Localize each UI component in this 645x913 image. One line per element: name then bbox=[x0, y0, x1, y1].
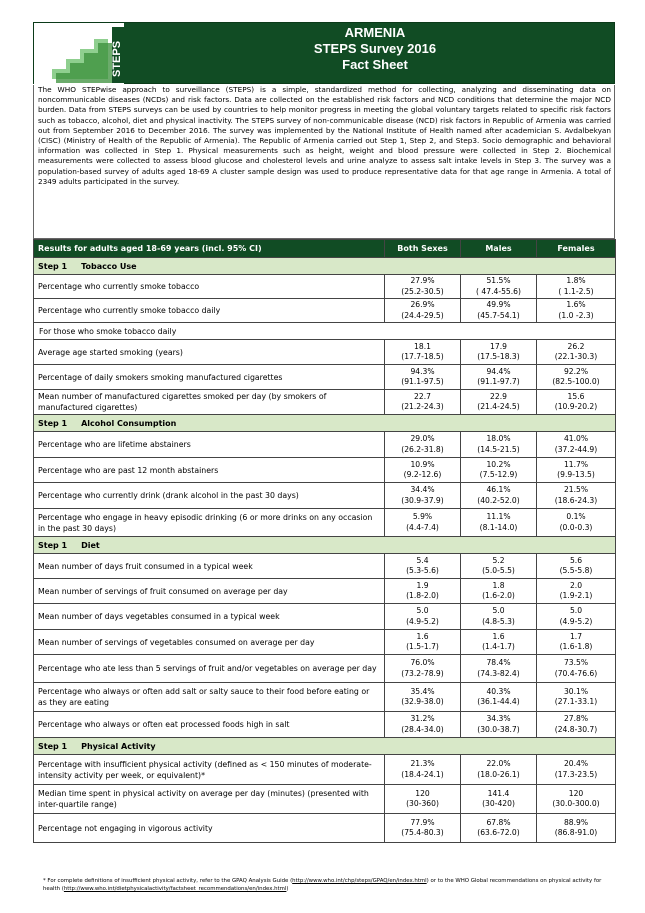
table-row bbox=[34, 814, 616, 843]
confidence-interval: (63.6-72.0) bbox=[477, 828, 520, 837]
confidence-interval: (5.5-5.8) bbox=[559, 566, 593, 575]
confidence-interval: (1.6-2.0) bbox=[482, 591, 515, 600]
value-cell-males bbox=[461, 683, 537, 712]
header-both-sexes: Both Sexes bbox=[385, 240, 461, 258]
estimate-value: 5.4 bbox=[416, 555, 429, 565]
steps-logo bbox=[34, 23, 124, 85]
value-cell-males bbox=[461, 655, 537, 683]
logo-wordmark: STEPS bbox=[111, 40, 123, 77]
estimate-value: 20.4% bbox=[563, 759, 589, 768]
confidence-interval: (1.0 -2.3) bbox=[558, 310, 594, 320]
value-cell-females bbox=[537, 755, 616, 785]
value-cell-females bbox=[537, 814, 616, 843]
value-cell-males bbox=[461, 755, 537, 785]
confidence-interval: ( 47.4-55.6) bbox=[476, 286, 521, 296]
value-cell-females bbox=[537, 630, 616, 655]
confidence-interval: (91.1-97.7) bbox=[477, 377, 520, 386]
section-title: Physical Activity bbox=[81, 741, 156, 751]
estimate-value: 92.2% bbox=[563, 366, 589, 376]
section-header-row bbox=[34, 258, 616, 275]
estimate-value: 35.4% bbox=[410, 686, 435, 696]
estimate-value: 34.3% bbox=[486, 714, 511, 723]
indicator-label: Average age started smoking (years) bbox=[34, 340, 385, 365]
estimate-value: 77.9% bbox=[410, 817, 435, 827]
estimate-value: 27.9% bbox=[410, 276, 435, 285]
estimate-value: 5.2 bbox=[492, 555, 505, 565]
estimate-value: 10.2% bbox=[486, 459, 511, 469]
results-table bbox=[33, 239, 616, 843]
estimate-value: 17.9 bbox=[490, 341, 507, 351]
estimate-value: 5.9% bbox=[412, 512, 433, 521]
confidence-interval: (17.3-23.5) bbox=[554, 769, 598, 779]
confidence-interval: (18.6-24.3) bbox=[554, 495, 598, 505]
value-cell-males bbox=[461, 630, 537, 655]
confidence-interval: (25.2-30.5) bbox=[401, 286, 444, 296]
confidence-interval: (24.4-29.5) bbox=[401, 310, 444, 320]
confidence-interval: (91.1-97.5) bbox=[401, 377, 444, 386]
value-cell-females bbox=[537, 683, 616, 712]
indicator-label: Percentage who are lifetime abstainers bbox=[34, 432, 385, 458]
confidence-interval: (18.4-24.1) bbox=[401, 769, 444, 779]
estimate-value: 0.1% bbox=[566, 512, 586, 521]
table-row bbox=[34, 655, 616, 683]
table-row bbox=[34, 785, 616, 814]
confidence-interval: (82.5-100.0) bbox=[552, 377, 600, 386]
value-cell-both-sexes bbox=[385, 554, 461, 579]
confidence-interval: (1.6-1.8) bbox=[559, 642, 593, 651]
estimate-value: 1.6% bbox=[566, 300, 586, 309]
estimate-value: 11.1% bbox=[486, 512, 511, 521]
section-header-row bbox=[34, 738, 616, 755]
estimate-value: 1.6 bbox=[492, 631, 505, 641]
estimate-value: 15.6 bbox=[567, 391, 585, 401]
value-cell-both-sexes bbox=[385, 712, 461, 738]
footnote bbox=[43, 877, 615, 893]
fact-sheet bbox=[33, 22, 615, 911]
section-header-row bbox=[34, 537, 616, 554]
indicator-label: Percentage who currently smoke tobacco daily bbox=[34, 299, 385, 323]
confidence-interval: (10.9-20.2) bbox=[554, 402, 598, 411]
section-header bbox=[34, 537, 616, 554]
table-row bbox=[34, 340, 616, 365]
indicator-label: Percentage who always or often add salt or salty sauce to their food before eating or as they are eating bbox=[34, 683, 385, 712]
confidence-interval: (45.7-54.1) bbox=[477, 310, 520, 320]
confidence-interval: (4.4-7.4) bbox=[406, 522, 439, 532]
confidence-interval: (7.5-12.9) bbox=[479, 470, 518, 479]
confidence-interval: (26.2-31.8) bbox=[401, 444, 444, 454]
value-cell-males bbox=[461, 390, 537, 415]
footnote-text-1: * For complete definitions of insufficient physical activity, refer to the GPAQ Analysis Guide ( bbox=[43, 878, 293, 884]
table-row bbox=[34, 579, 616, 604]
confidence-interval: (30.9-37.9) bbox=[401, 495, 444, 505]
value-cell-both-sexes bbox=[385, 655, 461, 683]
confidence-interval: (70.4-76.6) bbox=[554, 668, 598, 678]
indicator-label: Mean number of servings of vegetables consumed on average per day bbox=[34, 630, 385, 655]
estimate-value: 18.0% bbox=[486, 434, 511, 443]
step-label: Step 1 bbox=[38, 261, 68, 271]
value-cell-males bbox=[461, 458, 537, 483]
estimate-value: 21.3% bbox=[410, 759, 435, 768]
value-cell-males bbox=[461, 712, 537, 738]
value-cell-females bbox=[537, 655, 616, 683]
step-label: Step 1 bbox=[38, 741, 68, 751]
section-title: Alcohol Consumption bbox=[81, 418, 177, 428]
estimate-value: 5.0 bbox=[569, 606, 583, 615]
value-cell-females bbox=[537, 604, 616, 630]
fact-sheet-title: Fact Sheet bbox=[342, 57, 408, 72]
value-cell-males bbox=[461, 579, 537, 604]
confidence-interval: (27.1-33.1) bbox=[554, 697, 598, 706]
header-females: Females bbox=[537, 240, 616, 258]
table-row bbox=[34, 755, 616, 785]
confidence-interval: (73.2-78.9) bbox=[401, 668, 444, 678]
confidence-interval: (1.9-2.1) bbox=[559, 591, 593, 600]
confidence-interval: (24.8-30.7) bbox=[554, 724, 598, 734]
value-cell-females bbox=[537, 365, 616, 390]
table-header-row bbox=[34, 240, 616, 258]
value-cell-both-sexes bbox=[385, 755, 461, 785]
value-cell-males bbox=[461, 432, 537, 458]
table-row bbox=[34, 299, 616, 323]
estimate-value: 94.3% bbox=[410, 366, 435, 376]
confidence-interval: (75.4-80.3) bbox=[401, 828, 444, 837]
confidence-interval: (30-420) bbox=[482, 799, 515, 808]
value-cell-both-sexes bbox=[385, 299, 461, 323]
indicator-label: Mean number of servings of fruit consumed on average per day bbox=[34, 579, 385, 604]
estimate-value: 31.2% bbox=[410, 714, 435, 723]
value-cell-males bbox=[461, 785, 537, 814]
estimate-value: 5.0 bbox=[492, 606, 505, 615]
confidence-interval: (36.1-44.4) bbox=[477, 697, 520, 706]
estimate-value: 22.9 bbox=[490, 391, 507, 401]
value-cell-males bbox=[461, 340, 537, 365]
indicator-label: Mean number of manufactured cigarettes smoked per day (by smokers of manufactured cigarettes) bbox=[34, 390, 385, 415]
estimate-value: 41.0% bbox=[563, 434, 589, 443]
indicator-label: Median time spent in physical activity on average per day (minutes) (presented with inter-quartile range) bbox=[34, 785, 385, 814]
value-cell-both-sexes bbox=[385, 604, 461, 630]
confidence-interval: (74.3-82.4) bbox=[477, 668, 520, 678]
value-cell-females bbox=[537, 458, 616, 483]
indicator-label: Percentage not engaging in vigorous activity bbox=[34, 814, 385, 843]
estimate-value: 1.8% bbox=[566, 276, 586, 285]
header-results: Results for adults aged 18-69 years (incl. 95% CI) bbox=[34, 240, 385, 258]
table-row bbox=[34, 390, 616, 415]
value-cell-both-sexes bbox=[385, 390, 461, 415]
table-row bbox=[34, 458, 616, 483]
table-row bbox=[34, 683, 616, 712]
table-row bbox=[34, 432, 616, 458]
section-header bbox=[34, 738, 616, 755]
estimate-value: 46.1% bbox=[486, 485, 511, 494]
table-row bbox=[34, 275, 616, 299]
confidence-interval: (4.8-5.3) bbox=[482, 616, 515, 626]
estimate-value: 40.3% bbox=[486, 686, 511, 696]
indicator-label: Percentage who currently drink (drank alcohol in the past 30 days) bbox=[34, 483, 385, 509]
title-block bbox=[134, 25, 616, 73]
value-cell-females bbox=[537, 712, 616, 738]
who-recommendations-link[interactable]: http://www.who.int/dietphysicalactivity/factsheet_recommendations/en/index.html bbox=[63, 886, 287, 892]
estimate-value: 73.5% bbox=[563, 658, 589, 667]
confidence-interval: (1.5-1.7) bbox=[406, 642, 439, 651]
table-row bbox=[34, 712, 616, 738]
section-header bbox=[34, 415, 616, 432]
confidence-interval: (8.1-14.0) bbox=[479, 522, 518, 532]
value-cell-females bbox=[537, 390, 616, 415]
value-cell-males bbox=[461, 365, 537, 390]
confidence-interval: (21.4-24.5) bbox=[477, 402, 520, 411]
value-cell-females bbox=[537, 785, 616, 814]
estimate-value: 26.9% bbox=[410, 300, 435, 309]
estimate-value: 141.4 bbox=[487, 788, 510, 798]
value-cell-both-sexes bbox=[385, 458, 461, 483]
intro-paragraph: The WHO STEPwise approach to surveillance (STEPS) is a simple, standardized method for collecting, analyzing and disseminating data on noncommunicable diseases (NCDs) and risk factors. Data are collected on the established risk factors and NCD conditions that determine the major NCD burden. Data from STEPS surveys can be used by countries to help monitor progress in meeting the global voluntary targets related to specific risk factors such as tobacco, alcohol, diet and physical inactivity. The STEPS survey of non-communicable disease (NCD) risk factors in Republic of Armenia was carried out from September 2016 to December 2016. The survey was implemented by the National Institute of Health named after academician S. Avdalbekyan (CISC) (Ministry of Health of the Republic of Armenia). The Republic of Armenia carried out Step 1, Step 2, and Step3. Socio demographic and behavioral information was collected in Step 1. Physical measurements such as height, weight and blood pressure were collected in Step 2. Biochemical measurements were collected to assess blood glucose and cholesterol levels and urine analyze to assess salt intake levels in Step 3. The survey was a population-based survey of adults aged 18-69 A cluster sample design was used to produce representative data for that age range in Armenia. A total of 2349 adults participated in the survey. bbox=[33, 85, 615, 239]
estimate-value: 78.4% bbox=[486, 658, 511, 667]
confidence-interval: (9.9-13.5) bbox=[557, 470, 595, 479]
estimate-value: 22.7 bbox=[414, 391, 431, 401]
value-cell-both-sexes bbox=[385, 483, 461, 509]
table-row bbox=[34, 604, 616, 630]
confidence-interval: (37.2-44.9) bbox=[554, 444, 598, 454]
value-cell-both-sexes bbox=[385, 365, 461, 390]
estimate-value: 30.1% bbox=[563, 686, 589, 696]
confidence-interval: (28.4-34.0) bbox=[401, 724, 444, 734]
table-row bbox=[34, 509, 616, 537]
indicator-label: Percentage who engage in heavy episodic drinking (6 or more drinks on any occasion in the past 30 days) bbox=[34, 509, 385, 537]
value-cell-females bbox=[537, 275, 616, 299]
value-cell-both-sexes bbox=[385, 509, 461, 537]
confidence-interval: (4.9-5.2) bbox=[559, 616, 593, 626]
estimate-value: 34.4% bbox=[410, 485, 435, 494]
estimate-value: 18.1 bbox=[414, 341, 431, 351]
estimate-value: 27.8% bbox=[563, 714, 589, 723]
confidence-interval: (30.0-38.7) bbox=[477, 724, 520, 734]
section-header-row bbox=[34, 415, 616, 432]
value-cell-both-sexes bbox=[385, 630, 461, 655]
table-row bbox=[34, 554, 616, 579]
header-males: Males bbox=[461, 240, 537, 258]
estimate-value: 29.0% bbox=[410, 434, 435, 443]
estimate-value: 120 bbox=[568, 788, 584, 798]
estimate-value: 120 bbox=[415, 788, 430, 798]
step-label: Step 1 bbox=[38, 540, 68, 550]
estimate-value: 67.8% bbox=[486, 817, 511, 827]
value-cell-males bbox=[461, 483, 537, 509]
value-cell-males bbox=[461, 604, 537, 630]
confidence-interval: (5.0-5.5) bbox=[482, 566, 515, 575]
estimate-value: 21.5% bbox=[563, 485, 589, 494]
header-banner bbox=[33, 22, 615, 84]
estimate-value: 26.2 bbox=[567, 341, 585, 351]
indicator-label: Mean number of days fruit consumed in a typical week bbox=[34, 554, 385, 579]
value-cell-females bbox=[537, 554, 616, 579]
footnote-text-3: ) bbox=[286, 886, 289, 892]
confidence-interval: (5.3-5.6) bbox=[406, 566, 439, 575]
estimate-value: 5.0 bbox=[416, 606, 429, 615]
estimate-value: 88.9% bbox=[563, 817, 589, 827]
confidence-interval: (1.4-1.7) bbox=[482, 642, 515, 651]
value-cell-both-sexes bbox=[385, 275, 461, 299]
subheading: For those who smoke tobacco daily bbox=[34, 323, 616, 340]
value-cell-males bbox=[461, 554, 537, 579]
table-row bbox=[34, 483, 616, 509]
confidence-interval: (40.2-52.0) bbox=[477, 495, 520, 505]
indicator-label: Percentage who currently smoke tobacco bbox=[34, 275, 385, 299]
value-cell-both-sexes bbox=[385, 814, 461, 843]
confidence-interval: ( 1.1-2.5) bbox=[558, 286, 594, 296]
confidence-interval: (1.8-2.0) bbox=[406, 591, 439, 600]
value-cell-males bbox=[461, 299, 537, 323]
country-title: ARMENIA bbox=[344, 25, 406, 40]
section-header bbox=[34, 258, 616, 275]
confidence-interval: (4.9-5.2) bbox=[406, 616, 439, 626]
confidence-interval: (30-360) bbox=[406, 799, 439, 808]
value-cell-both-sexes bbox=[385, 785, 461, 814]
confidence-interval: (22.1-30.3) bbox=[554, 352, 598, 361]
value-cell-both-sexes bbox=[385, 683, 461, 712]
value-cell-both-sexes bbox=[385, 340, 461, 365]
confidence-interval: (14.5-21.5) bbox=[477, 444, 520, 454]
confidence-interval: (0.0-0.3) bbox=[559, 522, 593, 532]
indicator-label: Mean number of days vegetables consumed in a typical week bbox=[34, 604, 385, 630]
confidence-interval: (86.8-91.0) bbox=[554, 828, 598, 837]
value-cell-both-sexes bbox=[385, 432, 461, 458]
indicator-label: Percentage with insufficient physical activity (defined as < 150 minutes of moderate-intensity activity per week, or equivalent)* bbox=[34, 755, 385, 785]
survey-title: STEPS Survey 2016 bbox=[313, 41, 437, 56]
table-row bbox=[34, 630, 616, 655]
subheading-row bbox=[34, 323, 616, 340]
estimate-value: 1.7 bbox=[569, 631, 583, 641]
indicator-label: Percentage who ate less than 5 servings of fruit and/or vegetables on average per day bbox=[34, 655, 385, 683]
value-cell-females bbox=[537, 509, 616, 537]
estimate-value: 2.0 bbox=[569, 580, 583, 590]
estimate-value: 10.9% bbox=[410, 459, 435, 469]
value-cell-females bbox=[537, 299, 616, 323]
section-title: Tobacco Use bbox=[81, 261, 137, 271]
confidence-interval: (17.5-18.3) bbox=[477, 352, 520, 361]
estimate-value: 76.0% bbox=[410, 658, 435, 667]
estimate-value: 11.7% bbox=[563, 459, 589, 469]
table-row bbox=[34, 365, 616, 390]
confidence-interval: (17.7-18.5) bbox=[401, 352, 444, 361]
estimate-value: 51.5% bbox=[486, 276, 511, 285]
confidence-interval: (32.9-38.0) bbox=[401, 697, 444, 706]
section-title: Diet bbox=[81, 540, 100, 550]
value-cell-females bbox=[537, 483, 616, 509]
estimate-value: 1.6 bbox=[416, 631, 429, 641]
value-cell-males bbox=[461, 275, 537, 299]
value-cell-males bbox=[461, 509, 537, 537]
step-label: Step 1 bbox=[38, 418, 68, 428]
confidence-interval: (21.2-24.3) bbox=[401, 402, 444, 411]
value-cell-males bbox=[461, 814, 537, 843]
value-cell-both-sexes bbox=[385, 579, 461, 604]
estimate-value: 5.6 bbox=[569, 555, 583, 565]
footnote-text-2: ) or to the WHO Global recommendations on physical activity for health ( bbox=[43, 878, 602, 892]
estimate-value: 49.9% bbox=[486, 300, 511, 309]
indicator-label: Percentage of daily smokers smoking manufactured cigarettes bbox=[34, 365, 385, 390]
confidence-interval: (9.2-12.6) bbox=[403, 470, 442, 479]
value-cell-females bbox=[537, 432, 616, 458]
estimate-value: 1.8 bbox=[492, 580, 505, 590]
estimate-value: 22.0% bbox=[486, 759, 511, 768]
indicator-label: Percentage who are past 12 month abstainers bbox=[34, 458, 385, 483]
value-cell-females bbox=[537, 579, 616, 604]
confidence-interval: (30.0-300.0) bbox=[552, 799, 600, 808]
estimate-value: 94.4% bbox=[486, 366, 511, 376]
gpaq-guide-link[interactable]: http://www.who.int/chp/steps/GPAQ/en/index.html bbox=[292, 878, 427, 884]
value-cell-females bbox=[537, 340, 616, 365]
indicator-label: Percentage who always or often eat processed foods high in salt bbox=[34, 712, 385, 738]
confidence-interval: (18.0-26.1) bbox=[477, 769, 520, 779]
estimate-value: 1.9 bbox=[416, 580, 429, 590]
